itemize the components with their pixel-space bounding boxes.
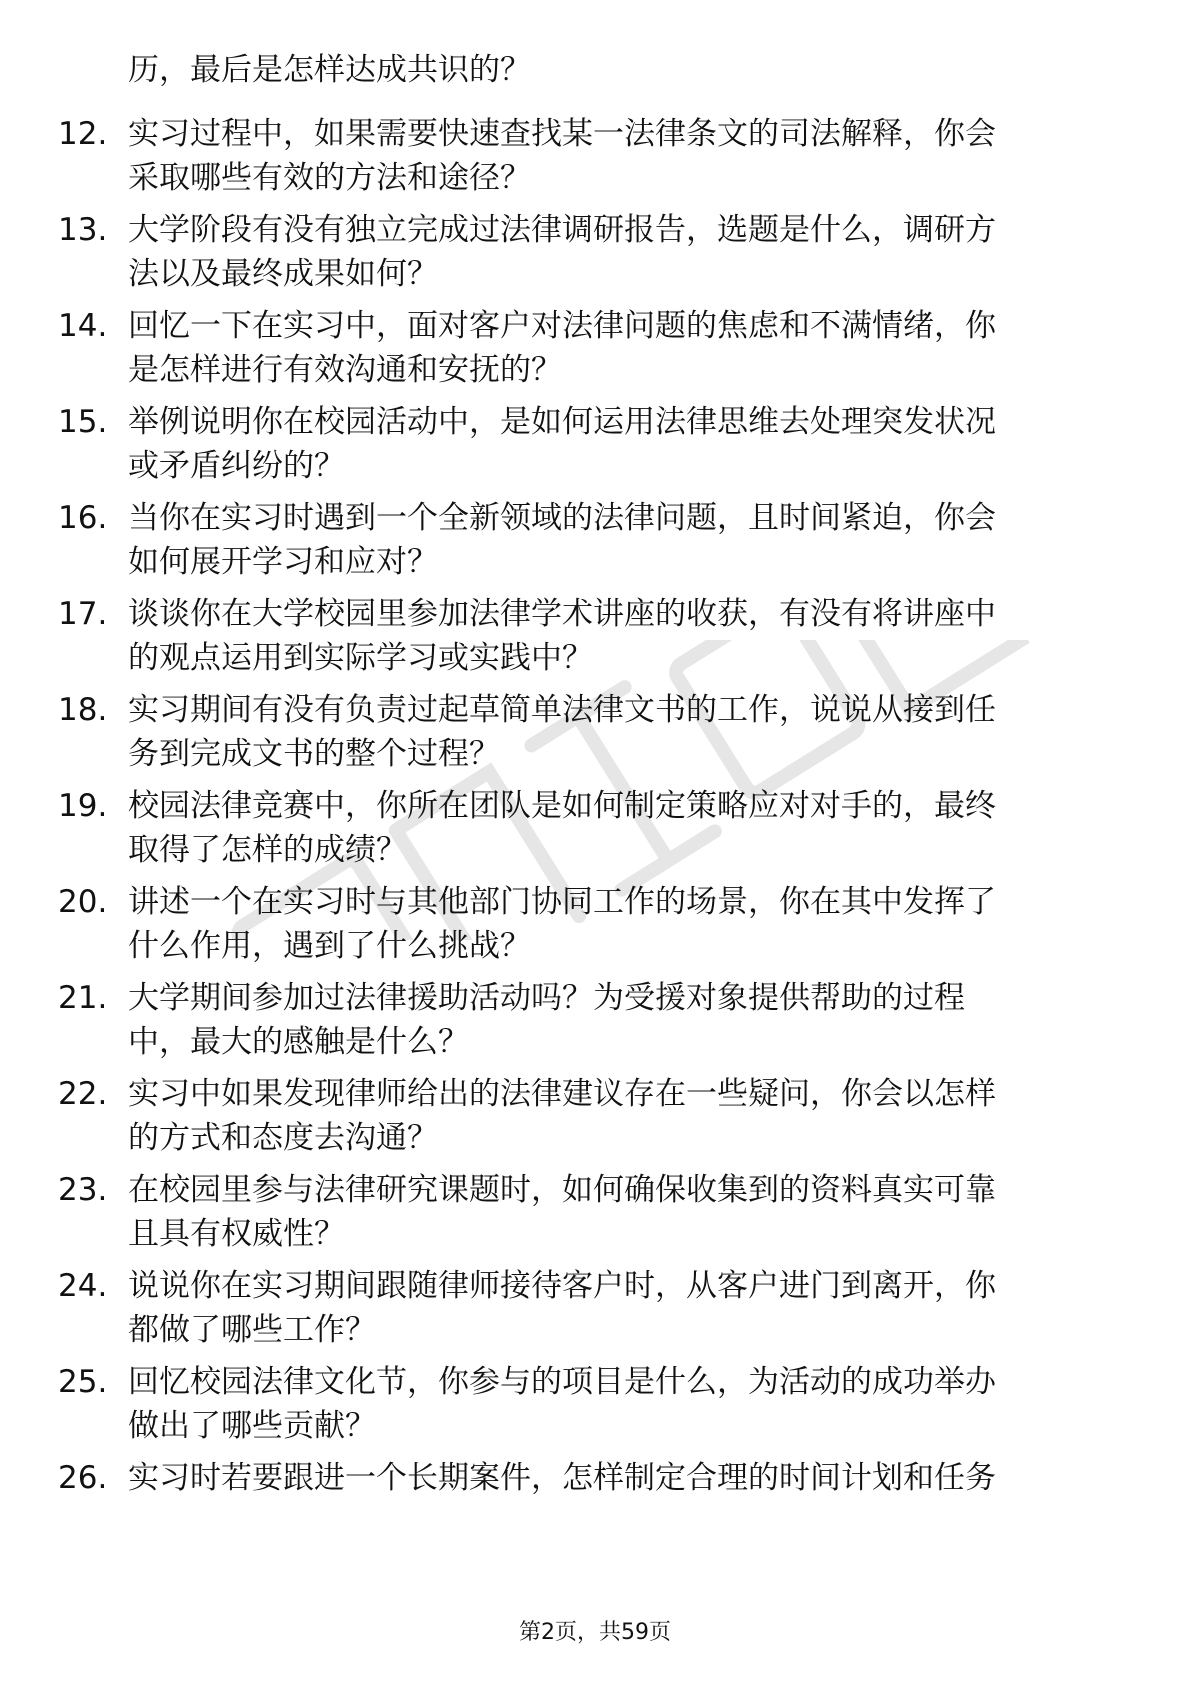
question-item (0, 688, 1190, 784)
question-number: 17. (58, 596, 108, 632)
question-number: 12. (58, 116, 108, 152)
question-text-line: 实习过程中，如果需要快速查找某一法律条文的司法解释，你会 (128, 116, 996, 152)
question-number: 19. (58, 788, 108, 824)
question-text-line: 务到完成文书的整个过程？ (128, 736, 500, 772)
page-number-footer: 第2页，共59页 (519, 1620, 671, 1645)
question-text-line: 采取哪些有效的方法和途径？ (128, 160, 531, 196)
question-text-line: 实习时若要跟进一个长期案件，怎样制定合理的时间计划和任务 (128, 1460, 996, 1496)
question-text (128, 400, 1118, 488)
question-text (128, 304, 1118, 392)
question-text-line: 谈谈你在大学校园里参加法律学术讲座的收获，有没有将讲座中 (128, 596, 996, 632)
question-text-line: 都做了哪些工作？ (128, 1312, 376, 1348)
question-number: 21. (58, 980, 108, 1016)
question-text-line: 的方式和态度去沟通？ (128, 1120, 438, 1156)
question-item (0, 112, 1190, 208)
question-item (0, 976, 1190, 1072)
question-number: 24. (58, 1268, 108, 1304)
question-text-line: 大学期间参加过法律援助活动吗？为受援对象提供帮助的过程 (128, 980, 965, 1016)
question-text (128, 1456, 1118, 1500)
continued-question-text: 历，最后是怎样达成共识的？ (128, 52, 531, 88)
question-text-line: 的观点运用到实际学习或实践中？ (128, 640, 593, 676)
question-number: 13. (58, 212, 108, 248)
question-text (128, 112, 1118, 200)
question-text (128, 880, 1118, 968)
question-text-line: 大学阶段有没有独立完成过法律调研报告，选题是什么，调研方 (128, 212, 996, 248)
question-text (128, 1264, 1118, 1352)
question-text-line: 当你在实习时遇到一个全新领域的法律问题，且时间紧迫，你会 (128, 500, 996, 536)
question-item (0, 880, 1190, 976)
question-text (128, 1072, 1118, 1160)
question-item (0, 592, 1190, 688)
question-item (0, 1264, 1190, 1360)
question-text-line: 什么作用，遇到了什么挑战？ (128, 928, 531, 964)
question-number: 14. (58, 308, 108, 344)
question-item (0, 784, 1190, 880)
question-text-line: 是怎样进行有效沟通和安抚的？ (128, 352, 562, 388)
question-text (128, 1360, 1118, 1448)
question-text-line: 回忆校园法律文化节，你参与的项目是什么，为活动的成功举办 (128, 1364, 996, 1400)
question-text-line: 且具有权威性？ (128, 1216, 345, 1252)
question-number: 26. (58, 1460, 108, 1496)
question-text-line: 实习中如果发现律师给出的法律建议存在一些疑问，你会以怎样 (128, 1076, 996, 1112)
question-item (0, 208, 1190, 304)
question-text-line: 如何展开学习和应对？ (128, 544, 438, 580)
question-item (0, 496, 1190, 592)
question-text (128, 208, 1118, 296)
question-text (128, 1168, 1118, 1256)
question-list (0, 112, 1190, 1552)
question-item (0, 400, 1190, 496)
question-text-line: 取得了怎样的成绩？ (128, 832, 407, 868)
question-item (0, 304, 1190, 400)
question-text-line: 回忆一下在实习中，面对客户对法律问题的焦虑和不满情绪，你 (128, 308, 996, 344)
question-text-line: 讲述一个在实习时与其他部门协同工作的场景，你在其中发挥了 (128, 884, 996, 920)
question-item (0, 1360, 1190, 1456)
question-number: 23. (58, 1172, 108, 1208)
question-text-line: 校园法律竞赛中，你所在团队是如何制定策略应对对手的，最终 (128, 788, 996, 824)
question-text-line: 做出了哪些贡献？ (128, 1408, 376, 1444)
question-text (128, 976, 1118, 1064)
question-text-line: 实习期间有没有负责过起草简单法律文书的工作，说说从接到任 (128, 692, 996, 728)
question-text-line: 或矛盾纠纷的？ (128, 448, 345, 484)
question-text (128, 784, 1118, 872)
question-text (128, 496, 1118, 584)
question-number: 16. (58, 500, 108, 536)
question-text (128, 592, 1118, 680)
question-number: 25. (58, 1364, 108, 1400)
question-text-line: 举例说明你在校园活动中，是如何运用法律思维去处理突发状况 (128, 404, 996, 440)
question-number: 22. (58, 1076, 108, 1112)
question-number: 20. (58, 884, 108, 920)
question-text-line: 说说你在实习期间跟随律师接待客户时，从客户进门到离开，你 (128, 1268, 996, 1304)
question-text-line: 中，最大的感触是什么？ (128, 1024, 469, 1060)
question-number: 15. (58, 404, 108, 440)
question-text-line: 法以及最终成果如何？ (128, 256, 438, 292)
question-item (0, 1168, 1190, 1264)
question-number: 18. (58, 692, 108, 728)
question-item (0, 1072, 1190, 1168)
question-text-line: 在校园里参与法律研究课题时，如何确保收集到的资料真实可靠 (128, 1172, 996, 1208)
question-item (0, 1456, 1190, 1552)
question-text (128, 688, 1118, 776)
